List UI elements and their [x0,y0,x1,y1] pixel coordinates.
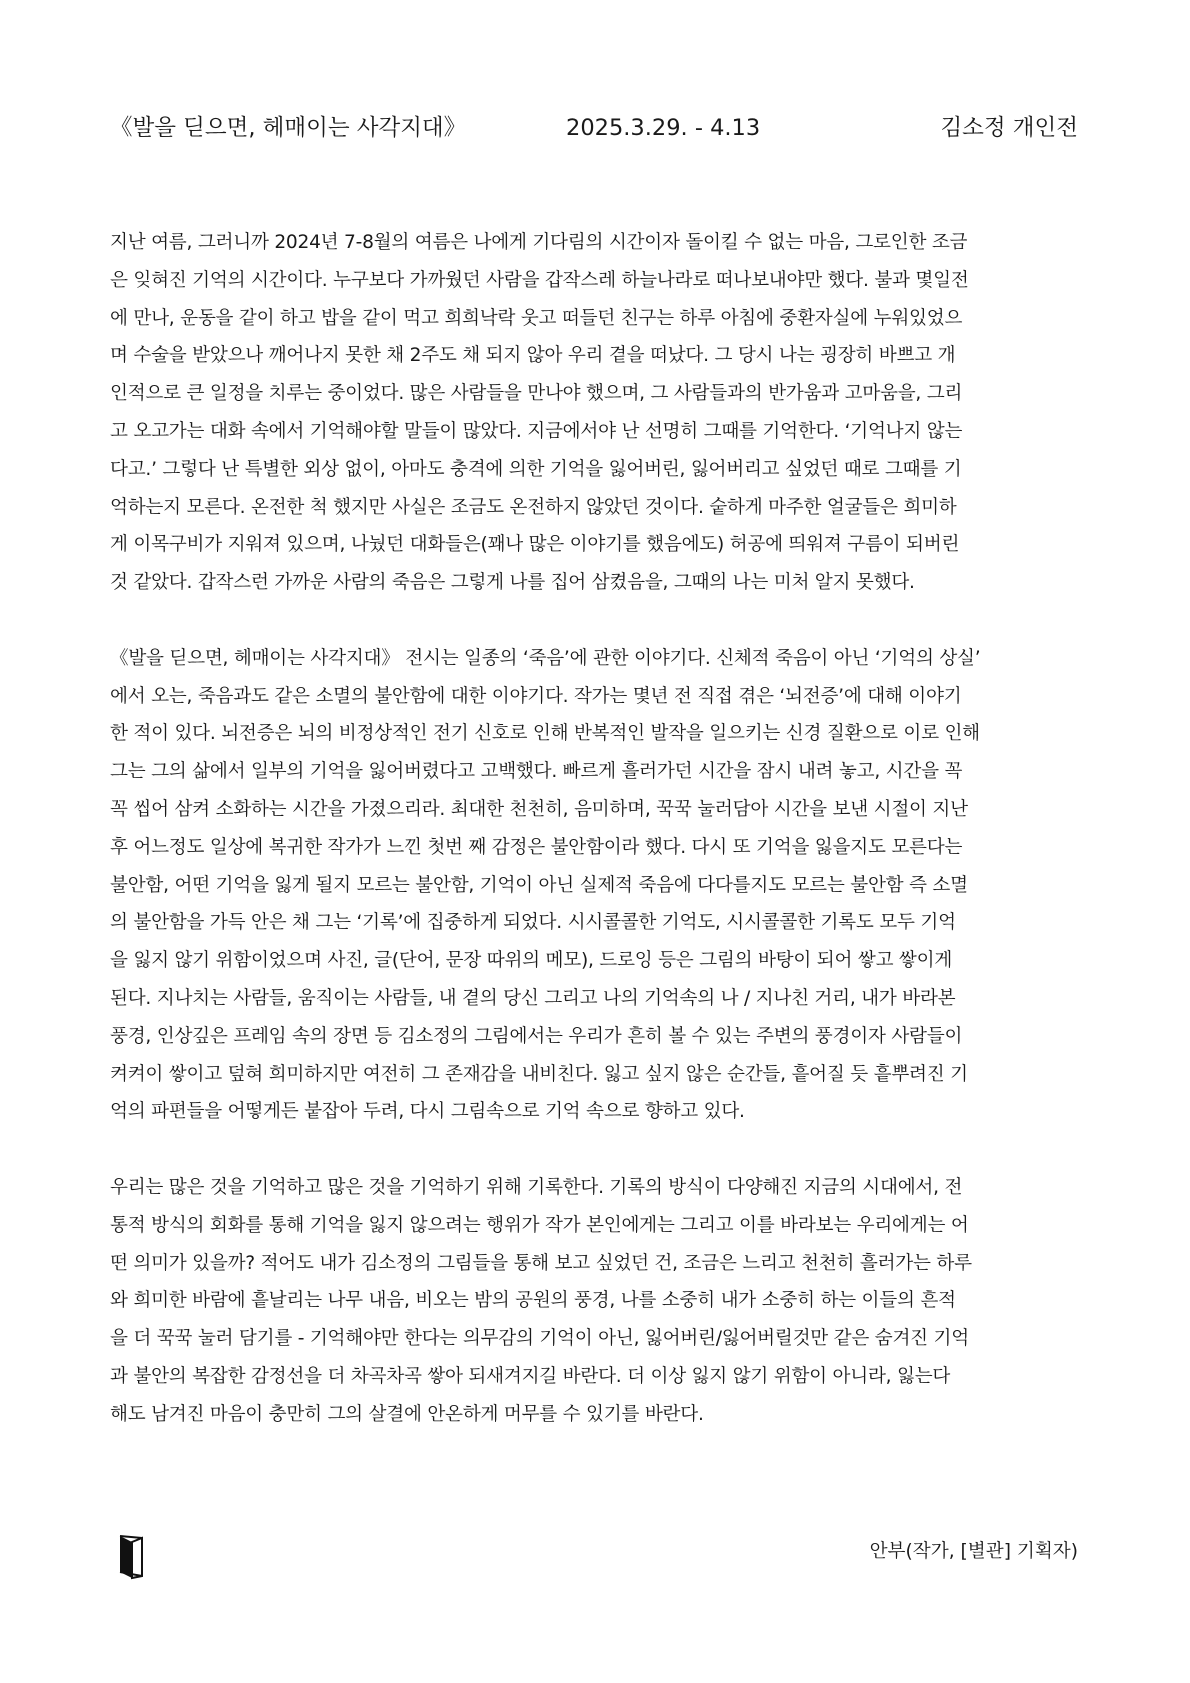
paragraph-line: 《발을 딛으면, 헤매이는 사각지대》 전시는 일종의 ‘죽음’에 관한 이야기다. 신체적 죽음이 아닌 ‘기억의 상실’ [110,647,981,669]
paragraph-line: 불안함, 어떤 기억을 잃게 될지 모르는 불안함, 기억이 아닌 실제적 죽음에 다다를지도 모르는 불안함 즉 소멸 [110,874,968,896]
essay-paragraph [110,224,1078,602]
essay-paragraph [110,1169,1078,1434]
paragraph-line: 을 더 꾹꾹 눌러 담기를 - 기억해야만 한다는 의무감의 기억이 아닌, 잃어버린/잃어버릴것만 같은 숨겨진 기억 [110,1328,969,1350]
essay-paragraph [110,640,1078,1131]
paragraph-line: 지난 여름, 그러니까 2024년 7-8월의 여름은 나에게 기다림의 시간이자 돌이킬 수 없는 마음, 그로인한 조금 [110,232,968,253]
paragraph-line: 의 불안함을 가득 안은 채 그는 ‘기록’에 집중하게 되었다. 시시콜콜한 기억도, 시시콜콜한 기록도 모두 기억 [110,912,956,934]
paragraph-line: 인적으로 큰 일정을 치루는 중이었다. 많은 사람들을 만나야 했으며, 그 사람들과의 반가움과 고마움을, 그리 [110,383,963,405]
paragraph-line: 와 희미한 바람에 흩날리는 나무 내음, 비오는 밤의 공원의 풍경, 나를 소중히 내가 소중히 하는 이들의 흔적 [110,1290,956,1312]
exhibition-artist: 김소정 개인전 [940,115,1078,141]
paragraph-line: 된다. 지나치는 사람들, 움직이는 사람들, 내 곁의 당신 그리고 나의 기억속의 나 / 지나친 거리, 내가 바라본 [110,987,956,1009]
paragraph-line: 꼭 씹어 삼켜 소화하는 시간을 가졌으리라. 최대한 천천히, 음미하며, 꾹꾹 눌러담아 시간을 보낸 시절이 지난 [110,798,968,820]
paragraph-line: 한 적이 있다. 뇌전증은 뇌의 비정상적인 전기 신호로 인해 반복적인 발작을 일으키는 신경 질환으로 이로 인해 [110,723,980,745]
paragraph-line: 후 어느정도 일상에 복귀한 작가가 느낀 첫번 째 감정은 불안함이라 했다. 다시 또 기억을 잃을지도 모른다는 [110,836,963,858]
paragraph-line: 과 불안의 복잡한 감정선을 더 차곡차곡 쌓아 되새겨지길 바란다. 더 이상 잃지 않기 위함이 아니라, 잃는다 [110,1365,951,1387]
paragraph-line: 떤 의미가 있을까? 적어도 내가 김소정의 그림들을 통해 보고 싶었던 건, 조금은 느리고 천천히 흘러가는 하루 [110,1252,972,1274]
paragraph-line: 다고.’ 그렇다 난 특별한 외상 없이, 아마도 충격에 의한 기억을 잃어버린, 잃어버리고 싶었던 때로 그때를 기 [110,458,962,480]
paragraph-line: 에 만나, 운동을 같이 하고 밥을 같이 먹고 희희낙락 웃고 떠들던 친구는 하루 아침에 중환자실에 누워있었으 [110,307,963,329]
paragraph-line: 것 같았다. 갑작스런 가까운 사람의 죽음은 그렇게 나를 집어 삼켰음을, 그때의 나는 미처 알지 못했다. [110,572,915,594]
paragraph-line: 그는 그의 삶에서 일부의 기억을 잃어버렸다고 고백했다. 빠르게 흘러가던 시간을 잠시 내려 놓고, 시간을 꼭 [110,761,963,783]
paragraph-line: 풍경, 인상깊은 프레임 속의 장면 등 김소정의 그림에서는 우리가 흔히 볼 수 있는 주변의 풍경이자 사람들이 [110,1025,963,1047]
paragraph-line: 며 수술을 받았으나 깨어나지 못한 채 2주도 채 되지 않아 우리 곁을 떠났다. 그 당시 나는 굉장히 바쁘고 개 [110,345,956,367]
paragraph-line: 통적 방식의 회화를 통해 기억을 잃지 않으려는 행위가 작가 본인에게는 그리고 이를 바라보는 우리에게는 어 [110,1214,969,1236]
paragraph-line: 해도 남겨진 마음이 충만히 그의 살결에 안온하게 머무를 수 있기를 바란다. [110,1403,704,1425]
paragraph-line: 은 잊혀진 기억의 시간이다. 누구보다 가까웠던 사람을 갑작스레 하늘나라로 떠나보내야만 했다. 불과 몇일전 [110,269,969,291]
paragraph-line: 억의 파편들을 어떻게든 붙잡아 두려, 다시 그림속으로 기억 속으로 향하고 있다. [110,1101,745,1123]
paragraph-line: 을 잃지 않기 위함이었으며 사진, 글(단어, 문장 따위의 메모), 드로잉 등은 그림의 바탕이 되어 쌓고 쌓이게 [110,950,953,972]
paragraph-line: 억하는지 모른다. 온전한 척 했지만 사실은 조금도 온전하지 않았던 것이다. 숱하게 마주한 얼굴들은 희미하 [110,496,957,518]
exhibition-title: 《발을 딛으면, 헤매이는 사각지대》 [110,115,467,141]
paragraph-line: 게 이목구비가 지워져 있으며, 나눴던 대화들은(꽤나 많은 이야기를 했음에도) 허공에 띄워져 구름이 되버린 [110,534,960,556]
essay-body [110,224,1078,1471]
paragraph-line: 켜켜이 쌓이고 덮혀 희미하지만 여전히 그 존재감을 내비친다. 잃고 싶지 않은 순간들, 흩어질 듯 흩뿌려진 기 [110,1063,968,1085]
paragraph-line: 우리는 많은 것을 기억하고 많은 것을 기억하기 위해 기록한다. 기록의 방식이 다양해진 지금의 시대에서, 전 [110,1176,963,1198]
author-credit: 안부(작가, [별관] 기획자) [869,1541,1078,1562]
gallery-logo-icon [118,1534,144,1580]
paragraph-line: 에서 오는, 죽음과도 같은 소멸의 불안함에 대한 이야기다. 작가는 몇년 전 직접 겪은 ‘뇌전증’에 대해 이야기 [110,685,962,707]
exhibition-dates: 2025.3.29. - 4.13 [566,115,761,141]
document-header [110,110,1078,146]
paragraph-line: 고 오고가는 대화 속에서 기억해야할 말들이 많았다. 지금에서야 난 선명히 그때를 기억한다. ‘기억나지 않는 [110,420,963,442]
